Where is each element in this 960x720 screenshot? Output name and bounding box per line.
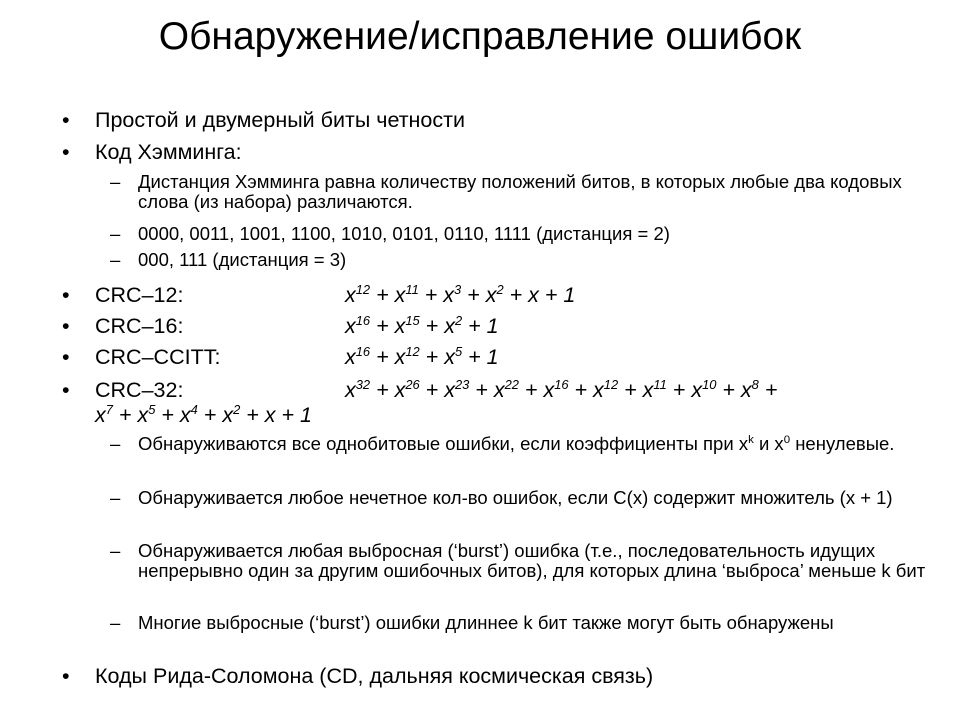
dash: – bbox=[110, 223, 121, 244]
crc-sub-odd-errors: Обнаруживается любое нечетное кол-во ошибок, если C(x) содержит множитель (x + 1) bbox=[138, 487, 893, 508]
dash: – bbox=[110, 540, 121, 561]
item-crc32 bbox=[95, 377, 183, 403]
hamming-sub-example-3: 000, 111 (дистанция = 3) bbox=[138, 249, 347, 270]
dash: – bbox=[110, 171, 121, 192]
dash: – bbox=[110, 249, 121, 270]
bullet: • bbox=[62, 664, 70, 688]
dash: – bbox=[110, 433, 121, 454]
bullet: • bbox=[62, 283, 70, 307]
item-reed-solomon: Коды Рида-Соломона (CD, дальняя космическая связь) bbox=[95, 664, 654, 688]
crc-sub-long-burst: Многие выбросные (‘burst’) ошибки длиннее k бит также могут быть обнаружены bbox=[138, 612, 834, 633]
crc12-formula: $x^{12} + x^{11} + x^3 + x^2 + x + 1$ bbox=[345, 281, 576, 307]
crc32-formula-line1: $x^{32} + x^{26} + x^{23} + x^{22} + x^{16} + x^{12} + x^{11} + x^{10} + x^8$ + bbox=[345, 376, 778, 402]
crc12-label: CRC–12: bbox=[95, 283, 184, 307]
bullet: • bbox=[62, 140, 70, 164]
crc16-formula: $x^{16} + x^{15} + x^2 + 1$ bbox=[345, 312, 499, 338]
slide-title: Обнаружение/исправление ошибок bbox=[158, 15, 802, 58]
item-hamming: Код Хэмминга: bbox=[95, 140, 242, 164]
bullet: • bbox=[62, 345, 70, 369]
crc16-label: CRC–16: bbox=[95, 314, 184, 338]
crc32-formula-line2: $x^7 + x^5 + x^4 + x^2 + x + 1$ bbox=[95, 401, 312, 427]
crc-sub-single-bit: Обнаруживаются все однобитовые ошибки, если коэффициенты при $x^k$ и $x^0$ ненулевые. bbox=[138, 433, 895, 454]
crc-ccitt-label: CRC–CCITT: bbox=[95, 345, 221, 369]
bullet: • bbox=[62, 378, 70, 402]
crc-ccitt-formula: $x^{16} + x^{12} + x^5 + 1$ bbox=[345, 343, 499, 369]
crc32-label: CRC–32: bbox=[95, 378, 184, 402]
item-crc12 bbox=[95, 282, 183, 308]
item-crc-ccitt bbox=[95, 344, 220, 370]
item-crc16 bbox=[95, 313, 183, 339]
crc-sub-burst: Обнаруживается любая выбросная (‘burst’) ошибка (т.е., последовательность идущих непрерывно один за другим ошибочных битов), для которых длина ‘выброса’ меньше k бит bbox=[138, 540, 926, 581]
dash: – bbox=[110, 612, 121, 633]
dash: – bbox=[110, 487, 121, 508]
item-parity: Простой и двумерный биты четности bbox=[95, 108, 465, 132]
bullet: • bbox=[62, 108, 70, 132]
bullet: • bbox=[62, 314, 70, 338]
hamming-sub-example-2: 0000, 0011, 1001, 1100, 1010, 0101, 0110, 1111 (дистанция = 2) bbox=[138, 223, 670, 244]
hamming-sub-definition: Дистанция Хэмминга равна количеству положений битов, в которых любые два кодовых слова (из набора) различаются. bbox=[138, 171, 902, 212]
